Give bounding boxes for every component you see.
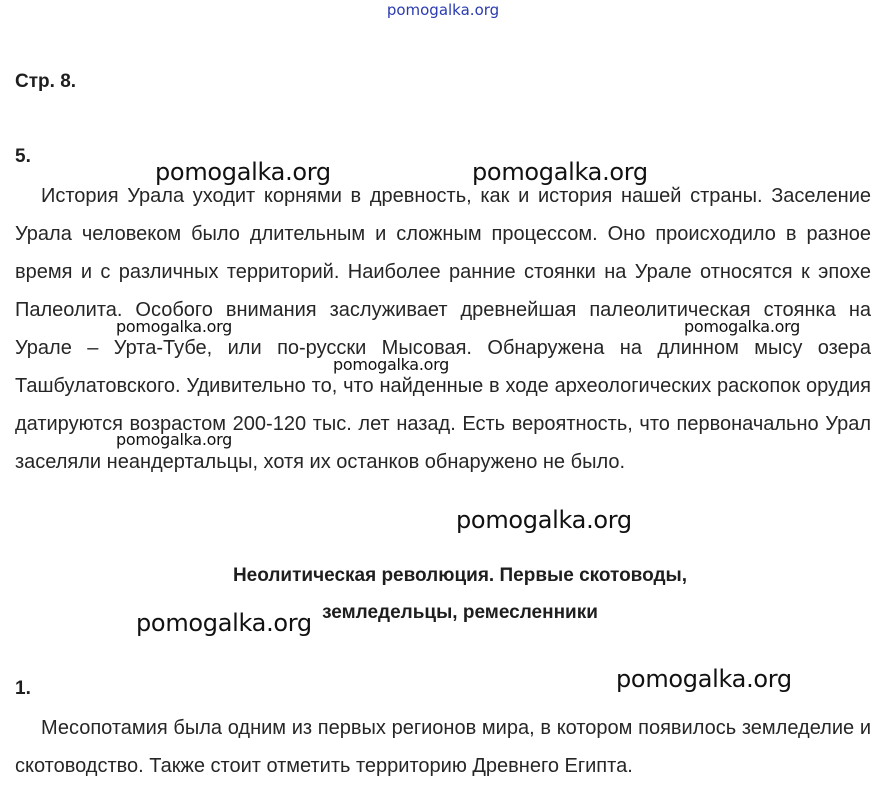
- watermark: pomogalka.org: [333, 355, 449, 374]
- watermark: pomogalka.org: [684, 317, 800, 336]
- watermark: pomogalka.org: [456, 506, 632, 534]
- section-1-paragraph: Месопотамия была одним из первых регионов мира, в котором появилось земледелие и скотоводство. Также стоит отметить территорию Древнего Египта.: [15, 717, 871, 777]
- watermark: pomogalka.org: [116, 430, 232, 449]
- watermark: pomogalka.org: [116, 317, 232, 336]
- watermark: pomogalka.org: [616, 665, 792, 693]
- site-header: pomogalka.org: [386, 1, 500, 19]
- section-5-paragraph: История Урала уходит корнями в древность, как и история нашей страны. Заселение Урала человеком было длительным и сложным процессом. Оно происходило в разное время и с различных территорий. Наиболее ранние стоянки на Урале относятся к эпохе Палеолита. Особого внимания заслуживает древнейшая палеолитическая стоянка на Урале – Урта-Тубе, или по-русски Мысовая. Обнаружена на длинном мысу озера Ташбулатовского. Удивительно то, что найденные в ходе археологических раскопок орудия датируются возрастом 200-120 тыс. лет назад. Есть вероятность, что первоначально Урал заселяли неандертальцы, хотя их останков обнаружено не было.: [15, 185, 871, 473]
- heading-line-1: Неолитическая революция. Первые скотоводы,: [232, 565, 688, 586]
- page-label: Стр. 8.: [15, 71, 77, 92]
- section-5-number: 5.: [15, 146, 31, 167]
- watermark: pomogalka.org: [472, 158, 648, 186]
- section-1-number: 1.: [15, 678, 31, 699]
- heading-line-2: земледельцы, ремесленники: [322, 602, 598, 623]
- watermark: pomogalka.org: [136, 609, 312, 637]
- watermark: pomogalka.org: [155, 158, 331, 186]
